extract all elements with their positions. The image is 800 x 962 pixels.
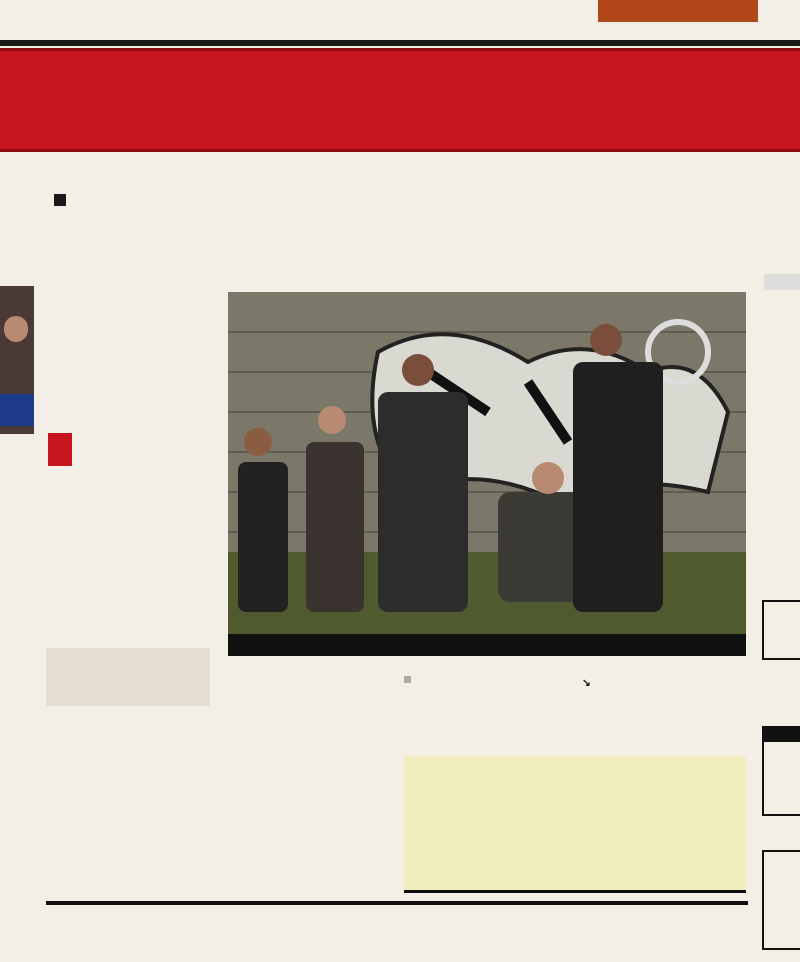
- program-box: [404, 756, 746, 893]
- end-square-icon: [404, 676, 411, 683]
- top-strip: [0, 0, 800, 38]
- top-rule: [0, 40, 800, 46]
- article-photo: [228, 292, 746, 656]
- photo-caption: [228, 634, 746, 656]
- right-edge-column: [756, 160, 800, 960]
- drop-cap: [48, 433, 72, 466]
- kicker: [48, 187, 72, 212]
- prev-photo: [598, 0, 758, 22]
- body-column-1b: [48, 728, 216, 743]
- photo-illustration: [228, 292, 746, 656]
- contact-box: [582, 676, 748, 692]
- kicker-square-icon: [54, 194, 66, 206]
- body-column-3: [404, 672, 570, 687]
- left-edge-column: [0, 160, 36, 960]
- arrow-icon: ↘: [582, 678, 591, 689]
- section-banner: [0, 48, 800, 152]
- bottom-rule: [46, 901, 748, 905]
- body-column-1: [48, 432, 220, 466]
- right-edge-tab: [764, 274, 800, 290]
- left-edge-photo: [0, 286, 34, 434]
- subhead-box: [46, 648, 210, 706]
